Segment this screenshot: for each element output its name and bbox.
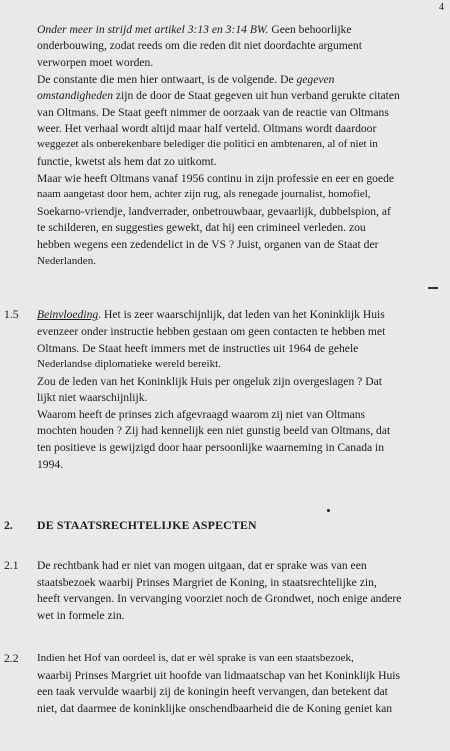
intro-line-2: onderbouwing, zodat reeds om die reden dit niet doordachte argument (37, 39, 362, 52)
constant-line-4: weer. Het verhaal wordt altijd maar half verteld. Oltmans wordt daardoor (37, 122, 377, 135)
constant-line-1: De constante die men hier ontwaart, is de volgende. De gegeven (37, 73, 335, 86)
section-2-1-line-4: wet in formele zin. (37, 609, 125, 622)
section-2-1-line-1: De rechtbank had er niet van mogen uitgaan, dat er sprake was van een (37, 559, 367, 572)
section-1-5-line-3: Oltmans. De Staat heeft immers met de instructies uit 1964 de gehele (37, 342, 359, 355)
section-1-5-line-10: 1994. (37, 458, 64, 471)
section-2-1-line-2: staatsbezoek waarbij Prinses Margriet de Koning, in staatsrechtelijke zin, (37, 576, 377, 589)
intro-line-1: Onder meer in strijd met artikel 3:13 en 3:14 BW. Geen behoorlijke (37, 23, 352, 36)
intro-line-3: verworpen moet worden. (37, 56, 154, 69)
constant-line-3: van Oltmans. De Staat geeft nimmer de oorzaak van de reactie van Oltmans (37, 106, 389, 119)
section-1-5-line-6: lijkt niet waarschijnlijk. (37, 391, 148, 404)
section-2-1-number: 2.1 (4, 559, 19, 572)
section-1-5-number: 1.5 (4, 308, 19, 321)
section-2-2-line-4: niet, dat daarmee de koninklijke onschendbaarheid die de Koning geniet kan (37, 702, 393, 715)
section-2-2-number: 2.2 (4, 652, 19, 665)
section-1-5-line-9: ten positieve is gewijzigd door haar persoonlijke waarneming in Canada in (37, 441, 385, 454)
since-line-4: te schilderen, en suggesties gewekt, dat hij een crimineel verleden. zou (37, 221, 366, 234)
since-line-5: hebben wegens een zedendelict in de VS ? Juist, organen van de Staat der (37, 238, 379, 251)
section-1-5-line-1: Beinvloeding. Het is zeer waarschijnlijk, dat leden van het Koninklijk Huis (37, 308, 385, 321)
ink-dot (327, 509, 330, 512)
since-line-6: Nederlanden. (37, 255, 96, 267)
since-line-3: Soekarno-vriendje, landverrader, onbetrouwbaar, gevaarlijk, dubbelspion, af (37, 205, 391, 218)
constant-line-2: omstandigheden zijn de door de Staat gegeven uit hun verband gerukte citaten (37, 89, 400, 102)
section-1-5-line-4: Nederlandse diplomatieke wereld bereikt. (37, 358, 221, 370)
section-1-5-line-2: evenzeer onder instructie hebben gestaan om geen contacten te hebben met (37, 325, 386, 338)
margin-mark (428, 287, 438, 289)
since-line-2: naam aangetast door hem, achter zijn rug, als renegade journalist, homofiel, (37, 188, 371, 200)
section-2-2-line-1: Indien het Hof van oordeel is, dat er wèl sprake is van een staatsbezoek, (37, 652, 354, 664)
section-1-5-line-5: Zou de leden van het Koninklijk Huis per ongeluk zijn overgeslagen ? Dat (37, 375, 382, 388)
page-number: 4 (439, 2, 444, 13)
constant-line-5: weggezet als onberekenbare belediger die politici en ambtenaren, al of niet in (37, 138, 378, 150)
section-2-number: 2. (4, 519, 13, 532)
constant-line-6: functie, kwetst als hem dat zo uitkomt. (37, 155, 217, 168)
section-2-2-line-2: waarbij Prinses Margriet uit hoofde van lidmaatschap van het Koninklijk Huis (37, 669, 400, 682)
section-1-5-line-8: mochten houden ? Zij had kennelijk een niet gunstig beeld van Oltmans, dat (37, 424, 391, 437)
section-2-2-line-3: een taak vervulde waarbij zij de koningin heeft vervangen, dan betekent dat (37, 685, 388, 698)
section-1-5-line-7: Waarom heeft de prinses zich afgevraagd waarom zij niet van Oltmans (37, 408, 366, 421)
section-2-1-line-3: heeft vervangen. In vervanging voorziet noch de Grondwet, noch enige andere (37, 592, 402, 605)
section-2-title: DE STAATSRECHTELIJKE ASPECTEN (37, 518, 257, 532)
since-line-1: Maar wie heeft Oltmans vanaf 1956 continu in zijn professie en eer en goede (37, 172, 395, 185)
